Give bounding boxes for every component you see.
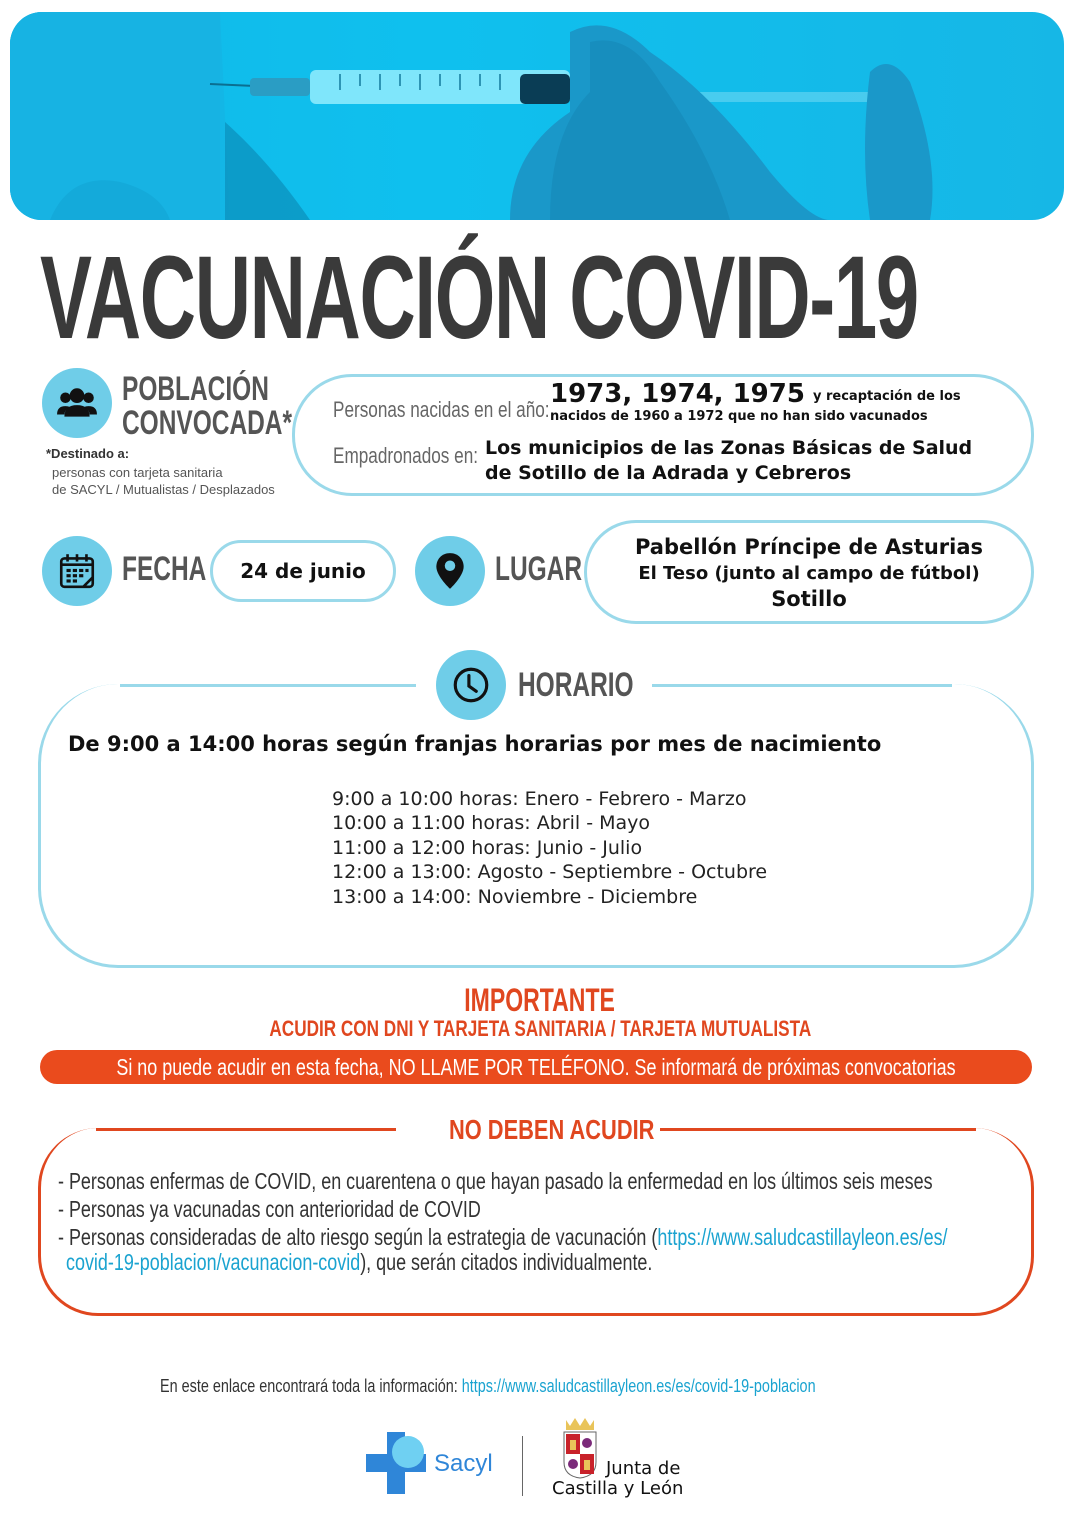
exclusion-item-continued [66, 1249, 652, 1276]
divider-line [660, 1128, 976, 1131]
vaccination-strategy-link[interactable]: https://www.saludcastillayleon.es/es/ [657, 1224, 948, 1250]
people-group-icon [42, 368, 112, 438]
date-value: 24 de junio [210, 540, 396, 602]
footer-info [160, 1376, 816, 1397]
born-year-label: Personas nacidas en el año: [333, 397, 550, 422]
importante-subtitle-text: ACUDIR CON DNI Y TARJETA SANITARIA / TARJETA MUTUALISTA [269, 1016, 811, 1041]
lugar-label: LUGAR [495, 550, 583, 588]
schedule-slot: 12:00 a 13:00: Agosto - Septiembre - Octubre [332, 861, 768, 883]
schedule-slot: 11:00 a 12:00 horas: Junio - Julio [332, 837, 643, 859]
footer-info-link[interactable]: https://www.saludcastillayleon.es/es/covid-19-poblacion [461, 1376, 816, 1396]
divider-line [96, 1128, 396, 1131]
exclusion-item [58, 1224, 948, 1251]
venue-name: Pabellón Príncipe de Asturias [634, 535, 984, 559]
recaptation-line2: nacidos de 1960 a 1972 que no han sido vacunados [550, 409, 928, 424]
schedule-slot: 9:00 a 10:00 horas: Enero - Febrero - Marzo [332, 788, 747, 810]
map-pin-icon [415, 536, 485, 606]
horario-label: HORARIO [518, 666, 634, 704]
sacyl-logo-text: Sacyl [434, 1450, 493, 1477]
recaptation-line1: y recaptación de los [813, 389, 961, 404]
venue-detail: El Teso (junto al campo de fútbol) [638, 563, 980, 584]
exclusions-heading [420, 1114, 660, 1146]
sacyl-logo-icon [366, 1432, 426, 1494]
exclusions-heading-text: NO DEBEN ACUDIR [448, 1114, 655, 1145]
hero-image [10, 12, 1064, 220]
syringe-illustration [10, 12, 1064, 220]
divider-line [652, 684, 952, 687]
junta-logo-line1: Junta de [606, 1458, 681, 1479]
location-box [584, 520, 1034, 624]
poblacion-title-line1: POBLACIÓN [122, 370, 269, 408]
vaccination-strategy-link-cont[interactable]: covid-19-poblacion/vacunacion-covid [66, 1249, 361, 1275]
junta-logo-line2: Castilla y León [552, 1478, 684, 1499]
destinado-note-line1: personas con tarjeta sanitaria [52, 465, 223, 480]
exclusion-text: - Personas consideradas de alto riesgo según la estrategia de vacunación ( [58, 1224, 658, 1250]
empadronados-label: Empadronados en: [333, 443, 479, 468]
importante-heading [0, 982, 1080, 1019]
fecha-label: FECHA [122, 550, 207, 588]
exclusion-text: ), que serán citados individualmente. [360, 1249, 653, 1275]
warning-banner [40, 1050, 1032, 1084]
castilla-leon-shield-icon [560, 1416, 600, 1480]
municipalities-line1: Los municipios de las Zonas Básicas de Salud [485, 437, 973, 459]
destinado-note-heading: *Destinado a: [46, 446, 130, 461]
page-title: VACUNACIÓN COVID-19 [40, 232, 918, 364]
exclusion-item: - Personas enfermas de COVID, en cuarentena o que hayan pasado la enfermedad en los últimos seis meses [58, 1168, 933, 1194]
importante-heading-text: IMPORTANTE [464, 982, 616, 1018]
importante-subtitle [0, 1016, 1080, 1042]
schedule-slot: 10:00 a 11:00 horas: Abril - Mayo [332, 812, 650, 834]
schedule-slot: 13:00 a 14:00: Noviembre - Diciembre [332, 886, 698, 908]
calendar-icon [42, 536, 112, 606]
destinado-note-line2: de SACYL / Mutualistas / Desplazados [52, 482, 275, 497]
warning-text: Si no puede acudir en esta fecha, NO LLAME POR TELÉFONO. Se informará de próximas convocatorias [116, 1053, 956, 1080]
venue-town: Sotillo [771, 587, 847, 611]
logo-divider [522, 1436, 523, 1496]
poblacion-title [122, 372, 292, 440]
schedule-summary: De 9:00 a 14:00 horas según franjas horarias por mes de nacimiento [68, 732, 882, 756]
poblacion-title-line2: CONVOCADA* [122, 404, 293, 442]
municipalities-line2: de Sotillo de la Adrada y Cebreros [485, 462, 852, 484]
clock-icon [436, 650, 506, 720]
poblacion-details-box [292, 374, 1034, 496]
footer-info-text: En este enlace encontrará toda la información: [160, 1376, 462, 1396]
divider-line [120, 684, 416, 687]
exclusion-item: - Personas ya vacunadas con anterioridad de COVID [58, 1196, 481, 1222]
birth-years: 1973, 1974, 1975 [550, 379, 805, 409]
